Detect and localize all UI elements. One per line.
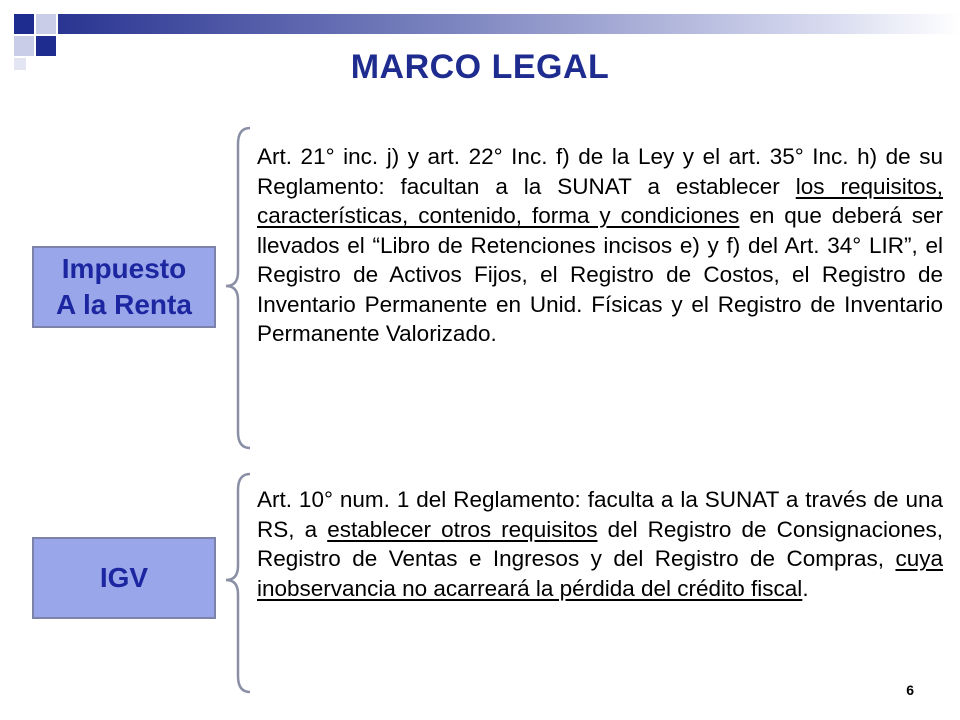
label-igv: IGV bbox=[99, 562, 149, 594]
label-box-igv bbox=[32, 537, 216, 619]
text-segment: Art. 21° inc. j) y art. 22° Inc. f) de la Ley y el art. 35° Inc. h) de su Reglamento: facultan a la SUNAT a establecer bbox=[257, 144, 943, 199]
page-number: 6 bbox=[906, 682, 914, 698]
underlined-text: cuya inobservancia no acarreará la pérdida del crédito fiscal bbox=[257, 546, 943, 601]
curly-brace bbox=[222, 470, 254, 698]
header-gradient-bar bbox=[58, 14, 960, 34]
curly-brace bbox=[222, 124, 254, 454]
text-segment: del Registro de Consignaciones, Registro de Ventas e Ingresos y del Registro de Compras, bbox=[257, 516, 943, 571]
label-line-1: Impuesto bbox=[61, 253, 187, 285]
label-box-impuesto-renta bbox=[32, 246, 216, 328]
legal-text-renta bbox=[257, 142, 943, 349]
label-line-2: A la Renta bbox=[56, 289, 192, 320]
text-segment: . bbox=[802, 575, 809, 601]
text-segment: Art. 10° num. 1 del Reglamento: faculta a la SUNAT a través de una RS, a bbox=[257, 487, 943, 542]
underlined-text: establecer otros requisitos bbox=[327, 516, 598, 542]
slide-title: MARCO LEGAL bbox=[350, 48, 610, 86]
decor-square bbox=[36, 14, 56, 34]
decor-square bbox=[14, 14, 34, 34]
legal-text-igv bbox=[257, 485, 943, 603]
underlined-text: los requisitos, características, contenido, forma y condiciones bbox=[257, 173, 943, 228]
text-segment: en que deberá ser llevados el “Libro de Retenciones incisos e) y f) del Art. 34° LIR”, el Registro de Activos Fijos, el Registro de Costos, el Registro de Inventario Permanente en Unid. Físicas y el Registro de Inventario Permanente Valorizado. bbox=[257, 203, 943, 346]
